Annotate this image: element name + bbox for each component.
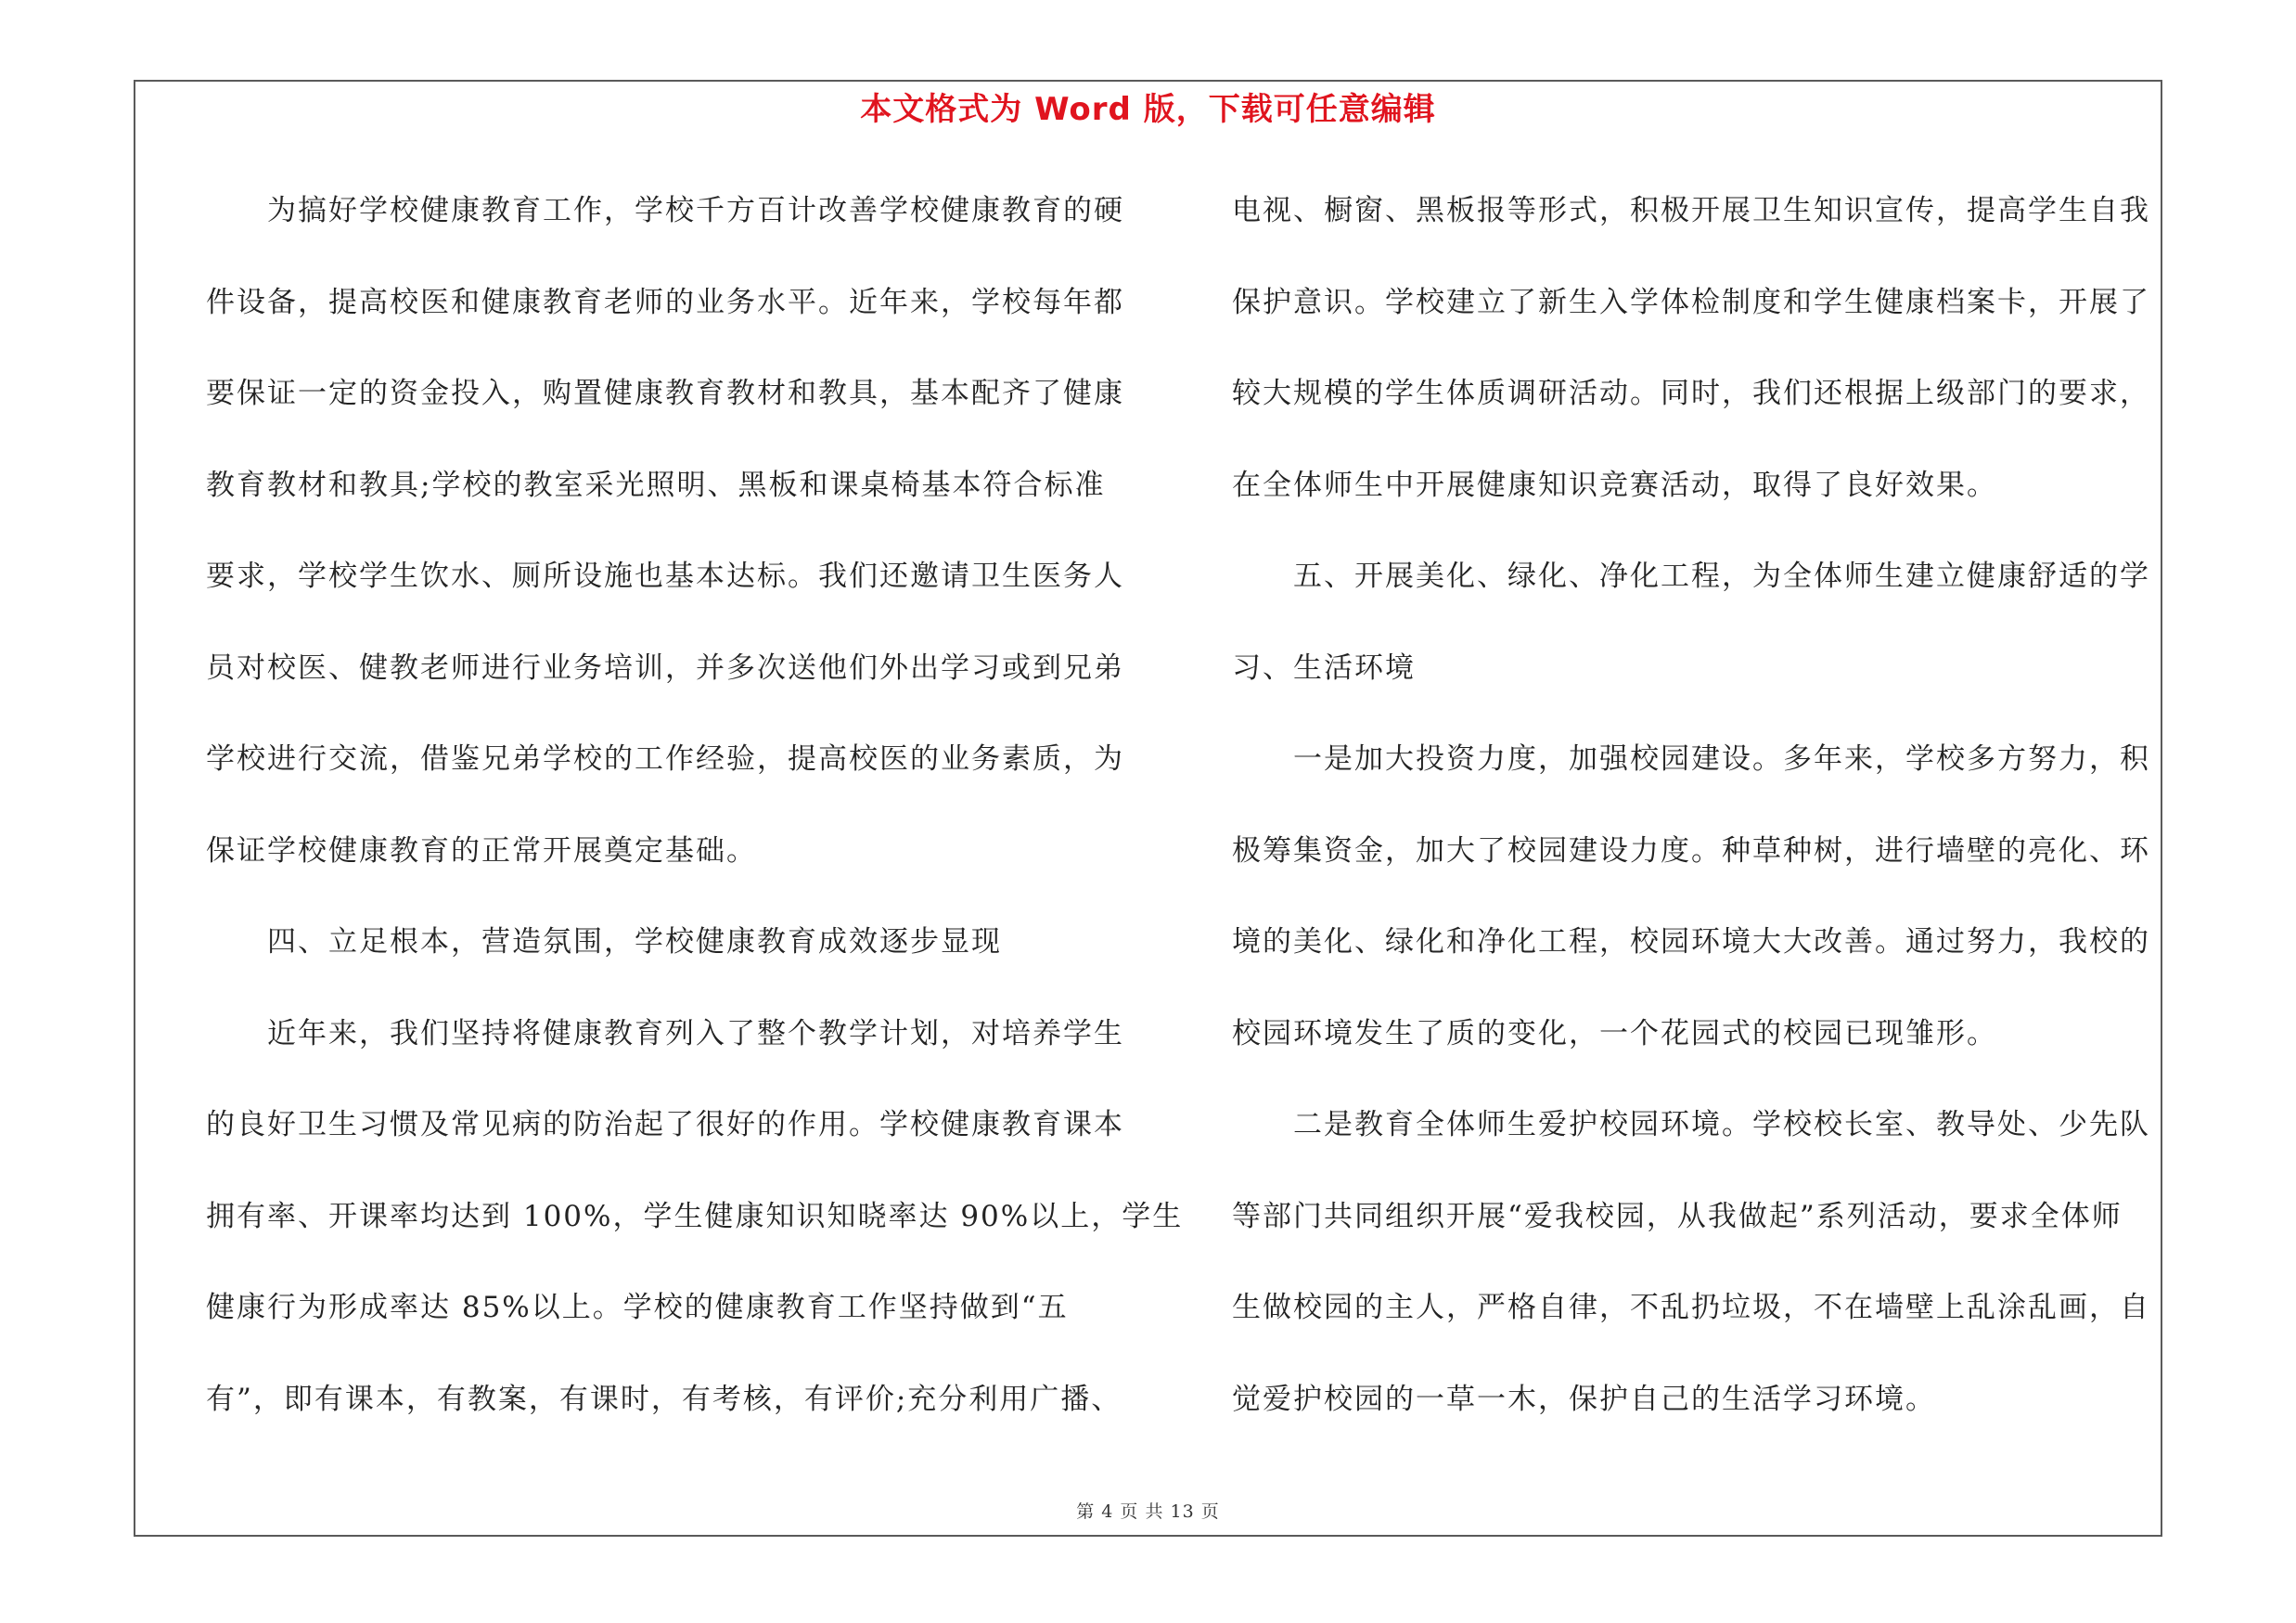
text-line: 保护意识。学校建立了新生入学体检制度和学生健康档案卡，开展了 xyxy=(1232,285,2150,319)
text-line: 拥有率、开课率均达到 100%，学生健康知识知晓率达 90%以上，学生 xyxy=(206,1199,1184,1233)
text-line: 较大规模的学生体质调研活动。同时，我们还根据上级部门的要求， xyxy=(1232,377,2150,410)
text-line: 一是加大投资力度，加强校园建设。多年来，学校多方努力，积 xyxy=(1293,742,2150,776)
text-line: 近年来，我们坚持将健康教育列入了整个教学计划，对培养学生 xyxy=(267,1016,1124,1050)
text-line: 员对校医、健教老师进行业务培训，并多次送他们外出学习或到兄弟 xyxy=(206,650,1124,685)
text-line: 等部门共同组织开展“爱我校园，从我做起”系列活动，要求全体师 xyxy=(1232,1199,2123,1233)
text-line: 生做校园的主人，严格自律，不乱扔垃圾，不在墙壁上乱涂乱画，自 xyxy=(1232,1291,2150,1324)
left-column xyxy=(206,165,1184,1445)
text-line: 保证学校健康教育的正常开展奠定基础。 xyxy=(206,833,757,868)
text-line: 件设备，提高校医和健康教育老师的业务水平。近年来，学校每年都 xyxy=(206,285,1124,319)
text-line: 要保证一定的资金投入，购置健康教育教材和教具，基本配齐了健康 xyxy=(206,377,1124,410)
text-line: 健康行为形成率达 85%以上。学校的健康教育工作坚持做到“五 xyxy=(206,1291,1069,1324)
text-line: 有”，即有课本，有教案，有课时，有考核，有评价;充分利用广播、 xyxy=(206,1382,1122,1416)
text-line: 极筹集资金，加大了校园建设力度。种草种树，进行墙壁的亮化、环 xyxy=(1232,833,2150,868)
text-line: 觉爱护校园的一草一木，保护自己的生活学习环境。 xyxy=(1232,1382,1936,1416)
text-line: 校园环境发生了质的变化，一个花园式的校园已现雏形。 xyxy=(1232,1016,1997,1050)
text-line: 在全体师生中开展健康知识竞赛活动，取得了良好效果。 xyxy=(1232,468,1997,502)
text-line: 学校进行交流，借鉴兄弟学校的工作经验，提高校医的业务素质，为 xyxy=(206,742,1124,776)
header-banner: 本文格式为 Word 版，下载可任意编辑 xyxy=(860,91,1436,128)
section-heading: 四、立足根本，营造氛围，学校健康教育成效逐步显现 xyxy=(267,925,1002,959)
text-line: 电视、橱窗、黑板报等形式，积极开展卫生知识宣传，提高学生自我 xyxy=(1232,194,2150,227)
text-line: 二是教育全体师生爱护校园环境。学校校长室、教导处、少先队 xyxy=(1293,1108,2150,1141)
right-column xyxy=(1232,165,2160,1445)
text-line: 为搞好学校健康教育工作，学校千方百计改善学校健康教育的硬 xyxy=(267,194,1124,227)
text-line: 境的美化、绿化和净化工程，校园环境大大改善。通过努力，我校的 xyxy=(1232,925,2150,959)
section-heading: 五、开展美化、绿化、净化工程，为全体师生建立健康舒适的学 xyxy=(1293,560,2150,593)
text-line: 教育教材和教具;学校的教室采光照明、黑板和课桌椅基本符合标准 xyxy=(206,468,1106,502)
page-number: 第 4 页 共 13 页 xyxy=(1076,1501,1220,1522)
text-line: 的良好卫生习惯及常见病的防治起了很好的作用。学校健康教育课本 xyxy=(206,1108,1124,1141)
text-line: 要求，学校学生饮水、厕所设施也基本达标。我们还邀请卫生医务人 xyxy=(206,560,1124,593)
text-line: 习、生活环境 xyxy=(1232,650,1416,685)
